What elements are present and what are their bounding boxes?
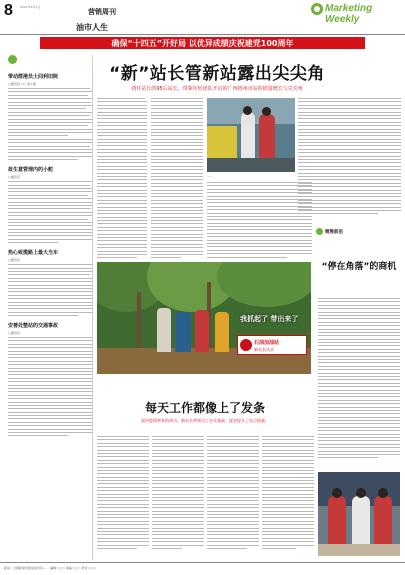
left-article-title: 带动群港员土回利田院: [8, 74, 59, 80]
inset-badge: [237, 335, 307, 355]
left-column: [4, 53, 92, 439]
brand-name: Marketing Weekly: [325, 3, 373, 25]
main-article-column: [298, 98, 401, 217]
inset-title: 石油加油站: [254, 340, 280, 346]
left-article-author: □通讯员: [8, 331, 20, 336]
column-section-head: [316, 227, 400, 236]
column-section-title: 销售前沿: [325, 229, 343, 235]
left-article-body: [8, 264, 92, 316]
main-article-column: [207, 436, 259, 551]
main-subhead: 初任站长的95后站长，带领年轻团队开启的广西梧州市站的销量增长与尖尖角: [131, 86, 303, 92]
left-article-body: [8, 181, 92, 243]
main-article-column: [151, 98, 203, 261]
left-article-title: 热心致揽路上最大当车: [8, 250, 59, 257]
main-headline: “新”站长管新站露出尖尖角: [109, 64, 325, 84]
store-photo: [318, 472, 400, 556]
red-banner: [40, 37, 365, 49]
left-article-title: 安善处整站的交通事故: [8, 323, 59, 330]
column-logo-icon: [8, 55, 17, 64]
footer-text: 新站：全国新闻出版系统共有…… 编辑 ○○○ 美编 ○○○ 校对 ○○○: [4, 566, 97, 570]
right-column-body: [318, 298, 400, 461]
left-article-title: 故生意管理内的小舵: [8, 167, 54, 174]
banner-text: 确保“十四五”开好局 以优异成绩庆祝建党100周年: [111, 38, 294, 48]
secondary-subhead: 面对疫情带来的冲击，新站长带领员工夯实基础，逐步提升了站点销量。: [141, 418, 269, 423]
inset-subtitle: 新站长风采: [254, 347, 274, 352]
brand-logo-icon: [311, 3, 323, 15]
left-article-author: □通讯员: [8, 258, 20, 263]
left-article-author: □通讯员: [8, 175, 20, 180]
left-article-author: □通讯员 ○○ 何小燕: [8, 82, 36, 86]
inset-logo-icon: [240, 339, 252, 351]
main-article-column: [97, 436, 149, 551]
main-article-column: [97, 98, 147, 261]
page-number: 8: [4, 2, 13, 19]
section-logo-icon: [316, 228, 323, 235]
station-photo: [207, 98, 295, 172]
main-article-column: [207, 182, 312, 260]
main-article-column: [152, 436, 204, 551]
main-article-column: [262, 436, 314, 551]
column-divider: [92, 55, 93, 560]
feature-photo: [97, 262, 311, 374]
column-logo: [8, 53, 48, 67]
right-column-title: “停在角落”的商机: [321, 262, 397, 272]
page-footer: [0, 562, 405, 575]
left-article-body: [8, 337, 92, 436]
secondary-headline: 每天工作都像上了发条: [144, 401, 265, 415]
page-header: [0, 0, 405, 36]
subsection-name: 油市人生: [76, 23, 108, 32]
section-name: 营销周刊: [88, 8, 116, 16]
left-article-body: [8, 88, 92, 160]
photo-overlay-text: 我抓起了 带出来了: [240, 315, 299, 323]
issue-date: 2021年8月2日: [20, 5, 41, 9]
photo-caption: ……: [207, 174, 213, 178]
header-rule: [0, 34, 405, 35]
